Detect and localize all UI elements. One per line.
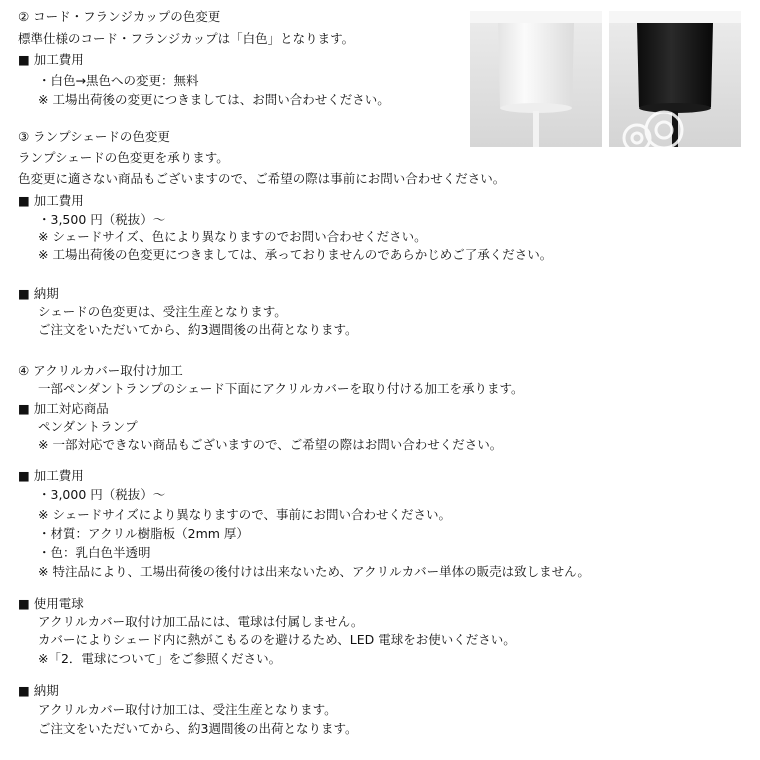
white-cap-photo	[470, 11, 602, 147]
section-4-bulb-text: カバーによりシェード内に熱がこもるのを避けるため、LED 電球をお使いください。	[38, 632, 516, 647]
section-2-cost-heading: ■ 加工費用	[18, 52, 84, 67]
section-4-cost-item: ・3,000 円（税抜）～	[38, 487, 166, 502]
section-2-text: 標準仕様のコード・フランジカップは「白色」となります。	[18, 31, 355, 46]
section-4-products-note: ※ 一部対応できない商品もございますので、ご希望の際はお問い合わせください。	[38, 437, 503, 452]
section-3-cost-heading: ■ 加工費用	[18, 193, 84, 208]
section-3-note: ※ 工場出荷後の色変更につきましては、承っておりませんのであらかじめご了承ください。	[38, 247, 553, 262]
section-3-text: ランプシェードの色変更を承ります。	[18, 150, 229, 165]
section-4-title: ④ アクリルカバー取付け加工	[18, 363, 183, 378]
section-4-material: ・材質：アクリル樹脂板（2mm 厚）	[38, 526, 249, 541]
section-2-title: ② コード・フランジカップの色変更	[18, 9, 221, 24]
camera-lens-watermark-icon	[612, 100, 692, 160]
section-4-bulb-heading: ■ 使用電球	[18, 596, 84, 611]
section-4-note: ※ シェードサイズにより異なりますので、事前にお問い合わせください。	[38, 507, 451, 522]
section-4-products-heading: ■ 加工対応商品	[18, 401, 109, 416]
section-3-title: ③ ランプシェードの色変更	[18, 129, 170, 144]
section-4-delivery-text: ご注文をいただいてから、約3週間後の出荷となります。	[38, 721, 358, 736]
section-3-text: 色変更に適さない商品もございますので、ご希望の際は事前にお問い合わせください。	[18, 171, 506, 186]
section-3-delivery-heading: ■ 納期	[18, 286, 59, 301]
section-4-text: 一部ペンダントランプのシェード下面にアクリルカバーを取り付ける加工を承ります。	[38, 381, 524, 396]
section-4-bulb-text: アクリルカバー取付け加工品には、電球は付属しません。	[38, 614, 364, 629]
section-4-color: ・色：乳白色半透明	[38, 545, 151, 560]
section-2-note: ※ 工場出荷後の変更につきましては、お問い合わせください。	[38, 92, 390, 107]
section-3-delivery-text: ご注文をいただいてから、約3週間後の出荷となります。	[38, 322, 358, 337]
section-3-cost-item: ・3,500 円（税抜）～	[38, 212, 166, 227]
section-4-delivery-heading: ■ 納期	[18, 683, 59, 698]
section-4-note: ※ 特注品により、工場出荷後の後付けは出来ないため、アクリルカバー単体の販売は致しません。	[38, 564, 590, 579]
section-2-cost-item: ・白色→黒色への変更：無料	[38, 73, 199, 88]
section-4-cost-heading: ■ 加工費用	[18, 468, 84, 483]
section-4-bulb-note: ※「2．電球について」をご参照ください。	[38, 651, 282, 666]
section-4-delivery-text: アクリルカバー取付け加工は、受注生産となります。	[38, 702, 337, 717]
section-4-products-item: ペンダントランプ	[38, 419, 138, 434]
section-3-delivery-text: シェードの色変更は、受注生産となります。	[38, 304, 287, 319]
section-3-note: ※ シェードサイズ、色により異なりますのでお問い合わせください。	[38, 229, 427, 244]
